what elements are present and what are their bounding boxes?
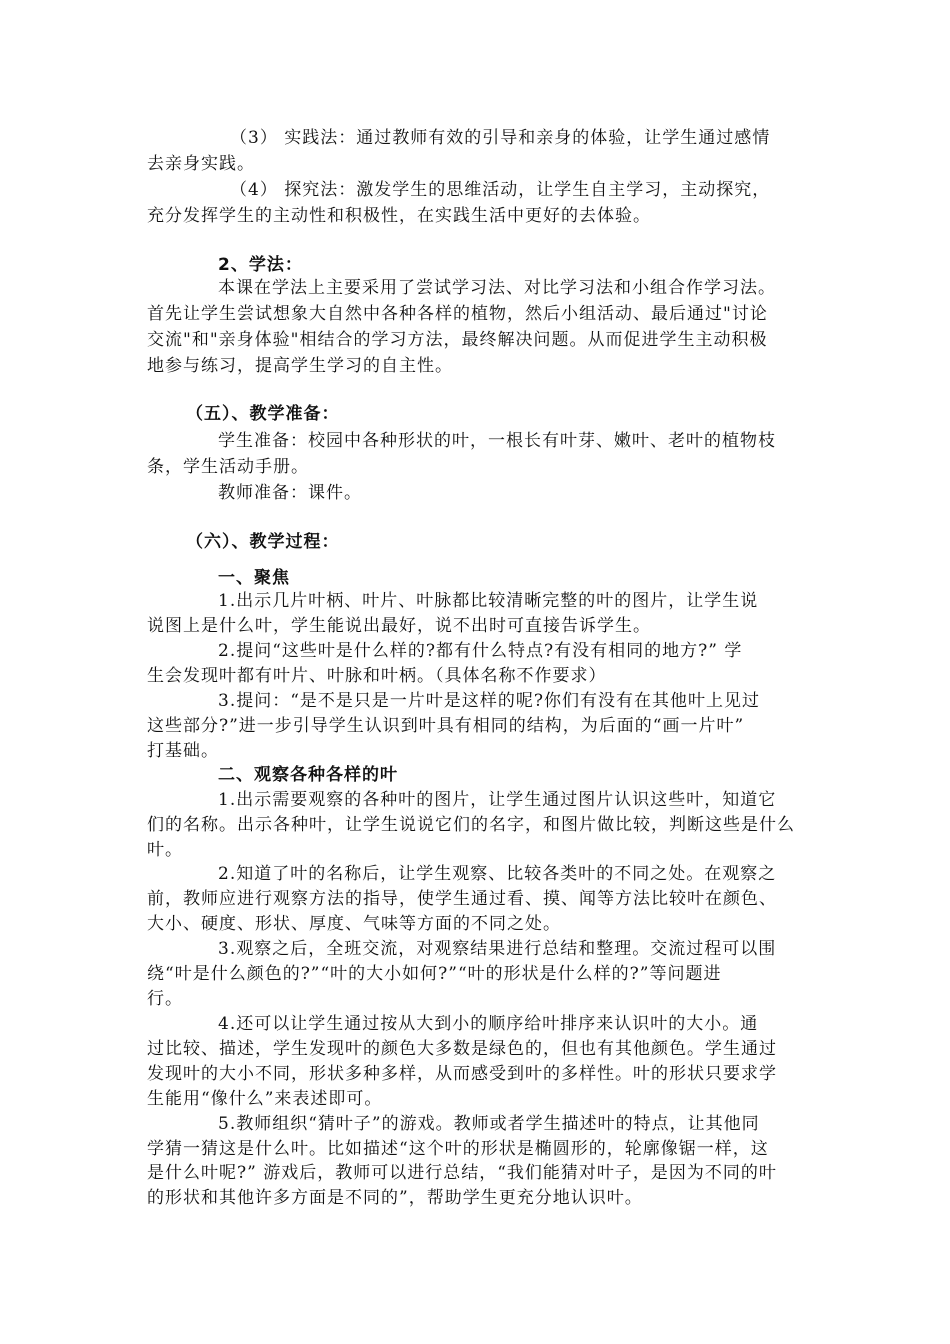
focus-line: 说图上是什么叶，学生能说出最好，说不出时可直接告诉学生。 xyxy=(147,616,651,636)
teacher-prep: 教师准备：课件。 xyxy=(218,483,362,503)
observe-line: 大小、硬度、形状、厚度、气味等方面的不同之处。 xyxy=(147,914,561,934)
observe-line: 1.出示需要观察的各种叶的图片，让学生通过图片认识这些叶，知道它 xyxy=(218,790,777,810)
focus-line: 1.出示几片叶柄、叶片、叶脉都比较清晰完整的叶的图片，让学生说 xyxy=(218,591,759,611)
observe-line: 的形状和其他许多方面是不同的”，帮助学生更充分地认识叶。 xyxy=(147,1188,643,1208)
process-heading: （六）、教学过程： xyxy=(186,532,340,552)
study-method-heading: 2、学法： xyxy=(218,255,303,275)
observe-line: 生能用“像什么”来表述即可。 xyxy=(147,1089,383,1109)
observe-line: 3.观察之后，全班交流，对观察结果进行总结和整理。交流过程可以围 xyxy=(218,939,777,959)
observe-line: 是什么叶呢?” 游戏后，教师可以进行总结，“我们能猜对叶子，是因为不同的叶 xyxy=(147,1163,777,1183)
focus-line: 这些部分?”进一步引导学生认识到叶具有相同的结构，为后面的“画一片叶” xyxy=(147,716,745,736)
study-method-line: 首先让学生尝试想象大自然中各种各样的植物，然后小组活动、最后通过"讨论 xyxy=(147,304,768,324)
focus-line: 2.提问“这些叶是什么样的?都有什么特点?有没有相同的地方?” 学 xyxy=(218,641,743,661)
focus-line: 生会发现叶都有叶片、叶脉和叶柄。（具体名称不作要求） xyxy=(147,666,607,686)
observe-line: 绕“叶是什么颜色的?”“叶的大小如何?”“叶的形状是什么样的?”等问题进 xyxy=(147,964,722,984)
study-method-line: 交流"和"亲身体验"相结合的学习方法，最终解决问题。从而促进学生主动积极 xyxy=(147,330,768,350)
study-method-line: 本课在学法上主要采用了尝试学习法、对比学习法和小组合作学习法。 xyxy=(218,278,776,298)
observe-line: 叶。 xyxy=(147,840,183,860)
study-method-line: 地参与练习，提高学生学习的自主性。 xyxy=(147,356,453,376)
observe-line: 2.知道了叶的名称后，让学生观察、比较各类叶的不同之处。在观察之 xyxy=(218,864,777,884)
focus-line: 3.提问：“是不是只是一片叶是这样的呢?你们有没有在其他叶上见过 xyxy=(218,691,761,711)
observe-line: 行。 xyxy=(147,989,183,1009)
student-prep-line-2: 条，学生活动手册。 xyxy=(147,457,309,477)
observe-line: 4.还可以让学生通过按从大到小的顺序给叶排序来认识叶的大小。通 xyxy=(218,1014,759,1034)
preparation-heading: （五）、教学准备： xyxy=(186,404,340,424)
focus-line: 打基础。 xyxy=(147,741,219,761)
observe-heading: 二、观察各种各样的叶 xyxy=(218,765,398,785)
method-4-line-2: 充分发挥学生的主动性和积极性，在实践生活中更好的去体验。 xyxy=(147,206,651,226)
observe-line: 前，教师应进行观察方法的指导，使学生通过看、摸、闻等方法比较叶在颜色、 xyxy=(147,889,777,909)
method-3-line-2: 去亲身实践。 xyxy=(147,154,255,174)
observe-line: 5.教师组织“猜叶子”的游戏。教师或者学生描述叶的特点，让其他同 xyxy=(218,1114,760,1134)
observe-line: 们的名称。出示各种叶，让学生说说它们的名字，和图片做比较，判断这些是什么 xyxy=(147,815,795,835)
observe-line: 过比较、描述，学生发现叶的颜色大多数是绿色的，但也有其他颜色。学生通过 xyxy=(147,1039,777,1059)
method-3-line-1: （3） 实践法：通过教师有效的引导和亲身的体验，让学生通过感情 xyxy=(230,128,771,148)
observe-line: 学猜一猜这是什么叶。比如描述“这个叶的形状是椭圆形的，轮廓像锯一样，这 xyxy=(147,1139,769,1159)
observe-line: 发现叶的大小不同，形状多种多样，从而感受到叶的多样性。叶的形状只要求学 xyxy=(147,1064,777,1084)
student-prep-line-1: 学生准备：校园中各种形状的叶，一根长有叶芽、嫩叶、老叶的植物枝 xyxy=(218,431,776,451)
focus-heading: 一、聚焦 xyxy=(218,568,290,588)
method-4-line-1: （4） 探究法：激发学生的思维活动，让学生自主学习，主动探究， xyxy=(230,180,771,200)
